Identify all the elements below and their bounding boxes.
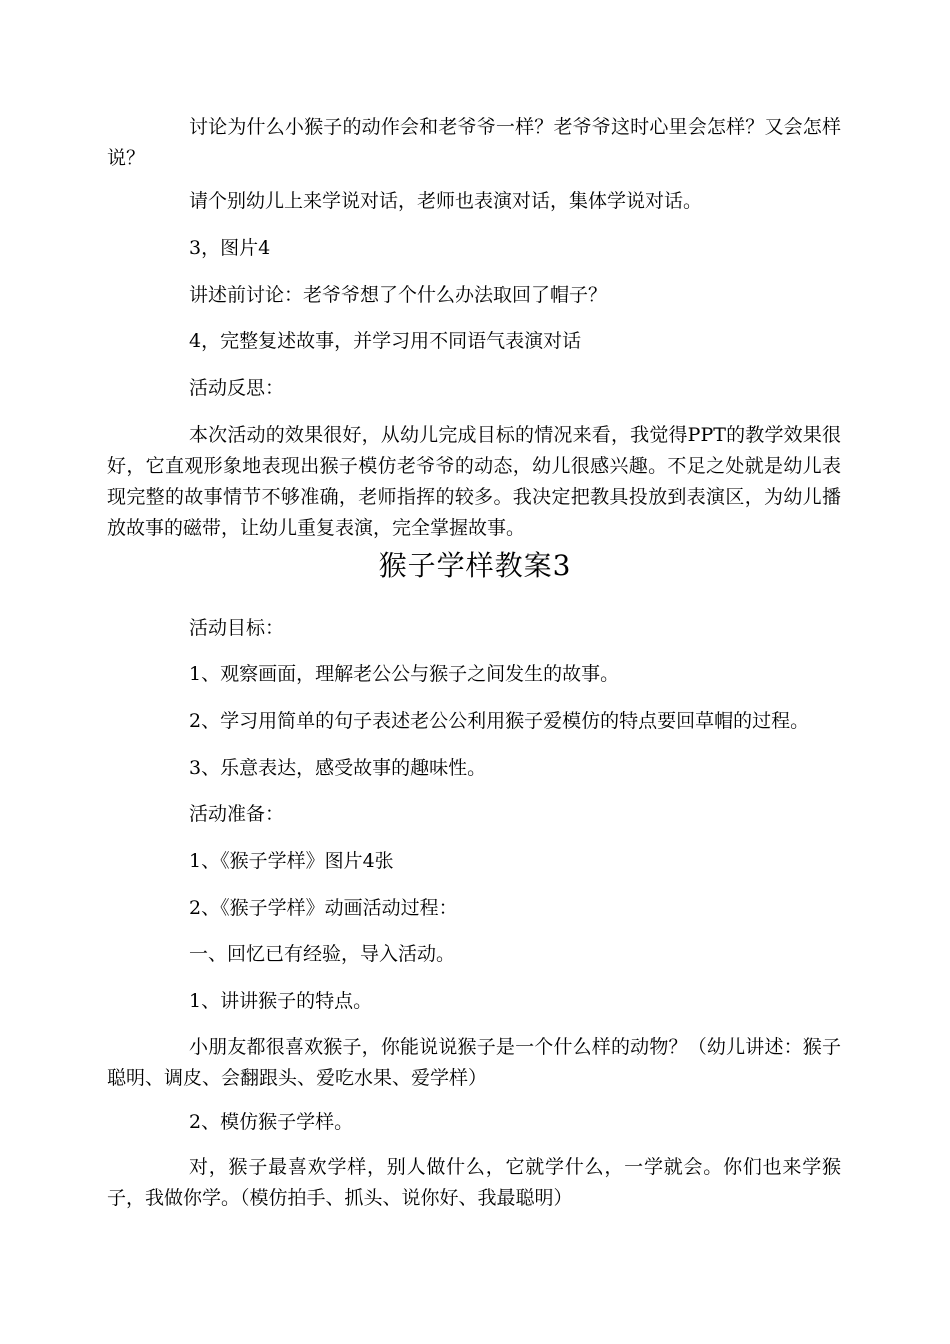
paragraph-prep-2: 2、《猴子学样》动画活动过程： xyxy=(189,897,458,919)
paragraph-step-1-2: 2、模仿猴子学样。 xyxy=(189,1111,354,1133)
paragraph-prep-1: 1、《猴子学样》图片4张 xyxy=(189,850,394,872)
paragraph-reflection-body: 本次活动的效果很好，从幼儿完成目标的情况来看，我觉得PPT的教学效果很好，它直观形象地表现出猴子模仿老爷爷的动态，幼儿很感兴趣。不足之处就是幼儿表现完整的故事情节不够准确，老师指挥的较多。我决定把教具投放到表演区，为幼儿播放故事的磁带，让幼儿重复表演，完全掌握故事。 xyxy=(107,424,841,539)
paragraph-retell: 4，完整复述故事，并学习用不同语气表演对话 xyxy=(189,330,582,352)
paragraph-discussion: 讨论为什么小猴子的动作会和老爷爷一样？老爷爷这时心里会怎样？又会怎样说？ xyxy=(107,116,841,169)
paragraph-goal-3: 3、乐意表达，感受故事的趣味性。 xyxy=(189,757,487,779)
paragraph-imitate: 对，猴子最喜欢学样，别人做什么，它就学什么，一学就会。你们也来学猴子，我做你学。（模仿拍手、抓头、说你好、我最聪明） xyxy=(107,1156,841,1209)
paragraph-goals-heading: 活动目标： xyxy=(189,617,285,639)
paragraph-prep-heading: 活动准备： xyxy=(189,803,285,825)
paragraph-monkey-question: 小朋友都很喜欢猴子，你能说说猴子是一个什么样的动物？（幼儿讲述：猴子聪明、调皮、会翻跟头、爱吃水果、爱学样） xyxy=(107,1036,841,1089)
paragraph-pre-discussion: 讲述前讨论：老爷爷想了个什么办法取回了帽子？ xyxy=(189,284,608,306)
paragraph-reflection-heading: 活动反思： xyxy=(189,377,285,399)
paragraph-picture-4: 3，图片4 xyxy=(189,237,271,259)
paragraph-goal-1: 1、观察画面，理解老公公与猴子之间发生的故事。 xyxy=(189,663,620,685)
paragraph-step-1-1: 1、讲讲猴子的特点。 xyxy=(189,990,373,1012)
paragraph-goal-2: 2、学习用简单的句子表述老公公利用猴子爱模仿的特点要回草帽的过程。 xyxy=(189,710,810,732)
paragraph-dialogue: 请个别幼儿上来学说对话，老师也表演对话，集体学说对话。 xyxy=(189,190,703,212)
paragraph-step-1: 一、回忆已有经验，导入活动。 xyxy=(189,943,456,965)
section-title: 猴子学样教案3 xyxy=(378,549,572,582)
